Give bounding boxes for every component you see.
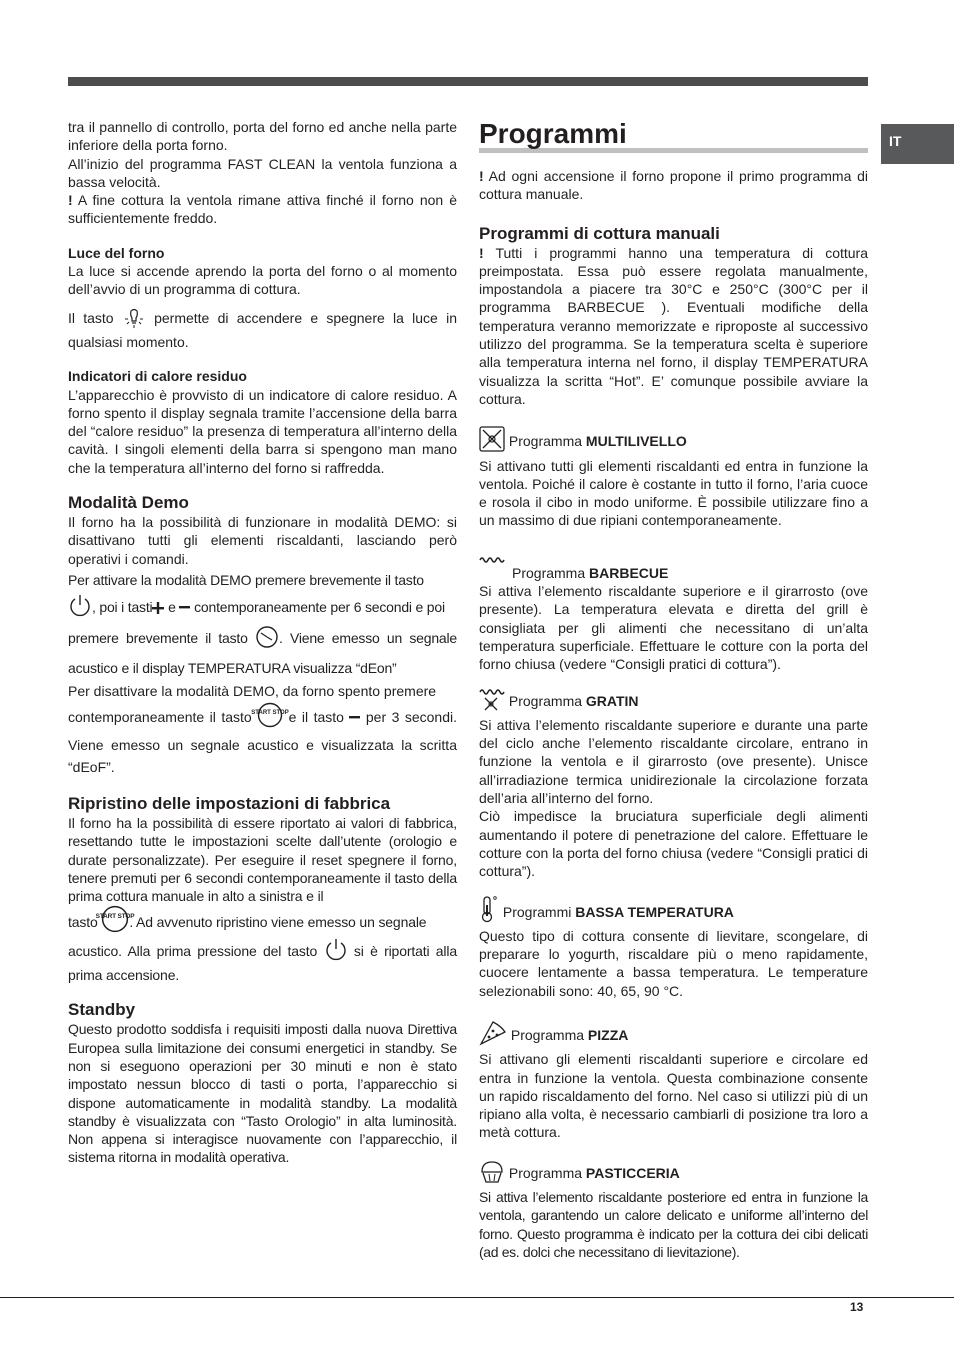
plus-icon <box>152 597 164 621</box>
manual-programs-heading: Programmi di cottura manuali <box>479 223 720 243</box>
clock-icon <box>255 625 279 656</box>
reset-text-3a: acustico. Alla prima pressione del tasto <box>68 942 324 959</box>
program-prefix: Programma <box>510 1026 588 1043</box>
program-description: Si attiva l’elemento riscaldante posteriore ed entra in funzione la ventola, garantendo un calore delicato e uniforme all’interno del forno. Questo programma è indicato per la cottura dei cibi delicati (ad es. dolci che necessitano di lievitazione). <box>479 1189 868 1260</box>
program-header <box>479 426 868 456</box>
right-column <box>479 118 868 1261</box>
language-tab: IT <box>881 124 954 164</box>
program-prefix: Programma <box>508 692 586 709</box>
demo-text-a: Per attivare la modalità DEMO premere brevemente il tasto <box>68 571 424 588</box>
page-title: Programmi <box>479 118 627 149</box>
intro-paragraph-2: All’inizio del programma FAST CLEAN la ventola funziona a bassa velocità. <box>68 155 457 190</box>
program-bassa-temperatura <box>479 895 868 1000</box>
pastry-icon <box>479 1160 505 1188</box>
page-number: 13 <box>850 1300 864 1314</box>
program-barbecue <box>479 550 868 674</box>
calore-heading: Indicatori di calore residuo <box>68 368 247 385</box>
program-header <box>479 895 868 927</box>
intro-note <box>479 167 868 204</box>
demo-off-text-c: e il tasto <box>283 708 350 725</box>
luce-text-b: permette di accendere e spegnere la luce in qualsiasi momento. <box>68 309 457 350</box>
start-stop-label: START STOP <box>96 913 135 921</box>
warning-mark: ! <box>479 244 484 261</box>
left-column <box>68 118 457 1167</box>
luce-text-a: Il tasto <box>68 309 122 326</box>
program-name: BASSA TEMPERATURA <box>575 903 734 920</box>
program-name: BARBECUE <box>589 564 669 581</box>
program-prefix: Programma <box>508 1164 586 1181</box>
intro-paragraph-3 <box>68 191 457 228</box>
demo-off-text-a: Per disattivare la modalità DEMO, da forno spento premere <box>68 682 437 699</box>
calore-paragraph: L’apparecchio è provvisto di un indicatore di calore residuo. A forno spento il display segnala tramite l’accensione della barra del “calore residuo” la presenza di temperatura all’interno della cavità. I singoli elementi della barra si spengono man mano che la temperatura all’interno del forno si raffredda. <box>68 386 457 476</box>
reset-text-2b: . Ad avvenuto ripristino viene emesso un segnale <box>129 914 427 931</box>
demo-text-b: , poi i tasti <box>92 598 153 615</box>
luce-heading: Luce del forno <box>68 244 165 261</box>
demo-text-f: . Viene emesso un segnale acustico e il display TEMPERATURA visualizza “dEon” <box>68 629 458 676</box>
minus-icon <box>349 703 360 725</box>
program-prefix: Programma <box>508 433 586 450</box>
start-stop-label: START STOP <box>251 709 289 716</box>
luce-paragraph-2 <box>68 307 457 352</box>
demo-text-c: e <box>164 598 180 615</box>
power-icon <box>68 594 92 625</box>
program-description: Questo tipo di cottura consente di lievitare, scongelare, di preparare lo yogurth, riscaldare più o meno rapidamente, cuocere lentamente a bassa temperatura. Le temperature selezionabili sono: 40, 65, 90 °C. <box>479 927 868 999</box>
program-description: Si attiva l’elemento riscaldante superiore e il girarrosto (ove presente). La temperatura elevata e diretta del grill è consigliata per gli alimenti che necessitano di un’alta temperatura superficiale. Effettuare le cotture con la porta del forno chiusa (vedere “Consigli pratici di cottura”). <box>479 583 868 673</box>
grill-icon <box>479 550 868 564</box>
manual-programs-text: Tutti i programmi hanno una temperatura di cottura preimpostata. Essa può essere regolata manualmente, impostandola a piacere tra 30°C e 250°C (300°C per il programma BARBECUE ). Eventuali modifiche della temperatura veranno memorizzate e riproposte al successivo utilizzo del programma. Se la temperatura scelta è superiore alla temperatura interna nel forno, il display TEMPERATURA visualizza la scritta “Hot”. E’ comunque possibile avviare la cottura. <box>479 244 868 407</box>
intro-paragraph-1: tra il pannello di controllo, porta del forno ed anche nella parte inferiore della porta forno. <box>68 119 457 154</box>
luce-paragraph-1: La luce si accende aprendo la porta del forno o al momento dell’avvio di un programma di cottura. <box>68 263 457 298</box>
warning-mark: ! <box>68 192 73 209</box>
demo-paragraph-3 <box>68 680 457 778</box>
reset-text-1: Il forno ha la possibilità di essere riportato ai valori di fabbrica, resettando tutte le impostazioni scelte dall’utente (orologio e durate personalizzate). Per eseguire il reset spegnere il forno, tenere premuti per 6 secondi contemporaneamente il tasto della prima cottura manuale in alto a sinistra e il <box>68 814 457 905</box>
gratin-icon <box>479 688 505 716</box>
header-bar <box>68 77 868 86</box>
demo-off-text-b: contemporaneamente il tasto <box>68 708 258 725</box>
intro-note-text: Ad ogni accensione il forno propone il primo programma di cottura manuale. <box>479 168 868 203</box>
manual-programs-paragraph <box>479 244 868 409</box>
thermometer-icon <box>479 895 499 927</box>
pizza-icon <box>479 1020 507 1050</box>
program-pizza <box>479 1020 868 1142</box>
demo-paragraph-2 <box>68 568 457 680</box>
demo-text-e: premere brevemente il tasto <box>68 629 255 646</box>
program-gratin <box>479 688 868 881</box>
program-description: Si attiva l’elemento riscaldante superiore e durante una parte del ciclo anche l’elemento riscaldante circolare, entrano in funzione la ventola e il girarrosto (ove presente). Unisce all’irradiazione termica unidirezionale la circolazione forzata dell’aria all’interno del forno. Ciò impedisce la bruciatura superficiale degli alimenti aumentando il potere di penetrazione del calore. Effettuare le cotture con la porta del forno chiusa (vedere “Consigli pratici di cottura”). <box>479 716 868 880</box>
program-header <box>479 1160 868 1188</box>
program-pasticceria <box>479 1160 868 1261</box>
program-header <box>479 1020 868 1050</box>
program-name: PIZZA <box>587 1026 629 1043</box>
standby-heading: Standby <box>68 1000 136 1020</box>
program-prefix: Programma <box>512 564 590 581</box>
footer-rule <box>0 1297 954 1298</box>
warning-mark: ! <box>479 168 484 184</box>
program-header <box>479 564 868 582</box>
program-name: PASTICCERIA <box>585 1164 680 1181</box>
standby-paragraph: Questo prodotto soddisfa i requisiti imposti dalla nuova Direttiva Europea sulla limitazione dei consumi energetici in standby. Se non si eseguono operazioni per 30 minuti e non è stato impostato nessun blocco di tasti o porta, l’apparecchio si dispone automaticamente in modalità standby. La modalità standby è visualizzata con “Tasto Orologio” in alta luminosità. Non appena si interagisce nuovamente con l’apparecchio, il sistema ritorna in modalità operativa. <box>68 1021 457 1166</box>
demo-heading: Modalità Demo <box>68 493 189 513</box>
multilevel-icon <box>479 426 505 456</box>
intro-paragraph-3-text: A fine cottura la ventola rimane attiva finché il forno non è sufficientemente freddo. <box>68 192 457 227</box>
program-description: Si attivano tutti gli elementi riscaldanti ed entra in funzione la ventola. Poiché il calore è costante in tutto il forno, l’aria cuoce e rosola il cibo in modo uniforme. È possibile utilizzare fino a un massimo di due ripiani contemporaneamente. <box>479 457 868 529</box>
start-stop-icon <box>96 905 135 937</box>
demo-off-text-d: per 3 secondi. Viene emesso un segnale acustico e visualizzata la scritta “dEoF”. <box>68 708 457 775</box>
program-header <box>479 688 868 716</box>
program-prefix: Programmi <box>502 903 576 920</box>
power-icon <box>324 938 348 966</box>
light-bulb-icon <box>122 307 146 333</box>
start-stop-icon <box>251 702 289 734</box>
minus-icon <box>179 592 190 616</box>
reset-heading: Ripristino delle impostazioni di fabbrica <box>68 793 391 813</box>
program-multilivello <box>479 426 868 529</box>
demo-paragraph-1: Il forno ha la possibilità di funzionare in modalità DEMO: si disattivano tutti gli elementi riscaldanti, lasciando però operativi i comandi. <box>68 514 457 567</box>
reset-paragraph <box>68 814 457 984</box>
program-name: MULTILIVELLO <box>585 433 687 450</box>
program-name: GRATIN <box>585 692 639 709</box>
demo-text-d: contemporaneamente per 6 secondi e poi <box>190 598 445 615</box>
reset-text-3b: si è riportati alla prima accensione. <box>68 942 457 984</box>
reset-text-2a: tasto <box>68 914 102 931</box>
program-description: Si attivano gli elementi riscaldanti superiore e circolare ed entra in funzione la ventola. Questa combinazione consente un rapido riscaldamento del forno. Nel caso si utilizzi più di un ripiano alla volta, è necessario cambiarli di posizione tra loro a metà cottura. <box>479 1051 868 1141</box>
